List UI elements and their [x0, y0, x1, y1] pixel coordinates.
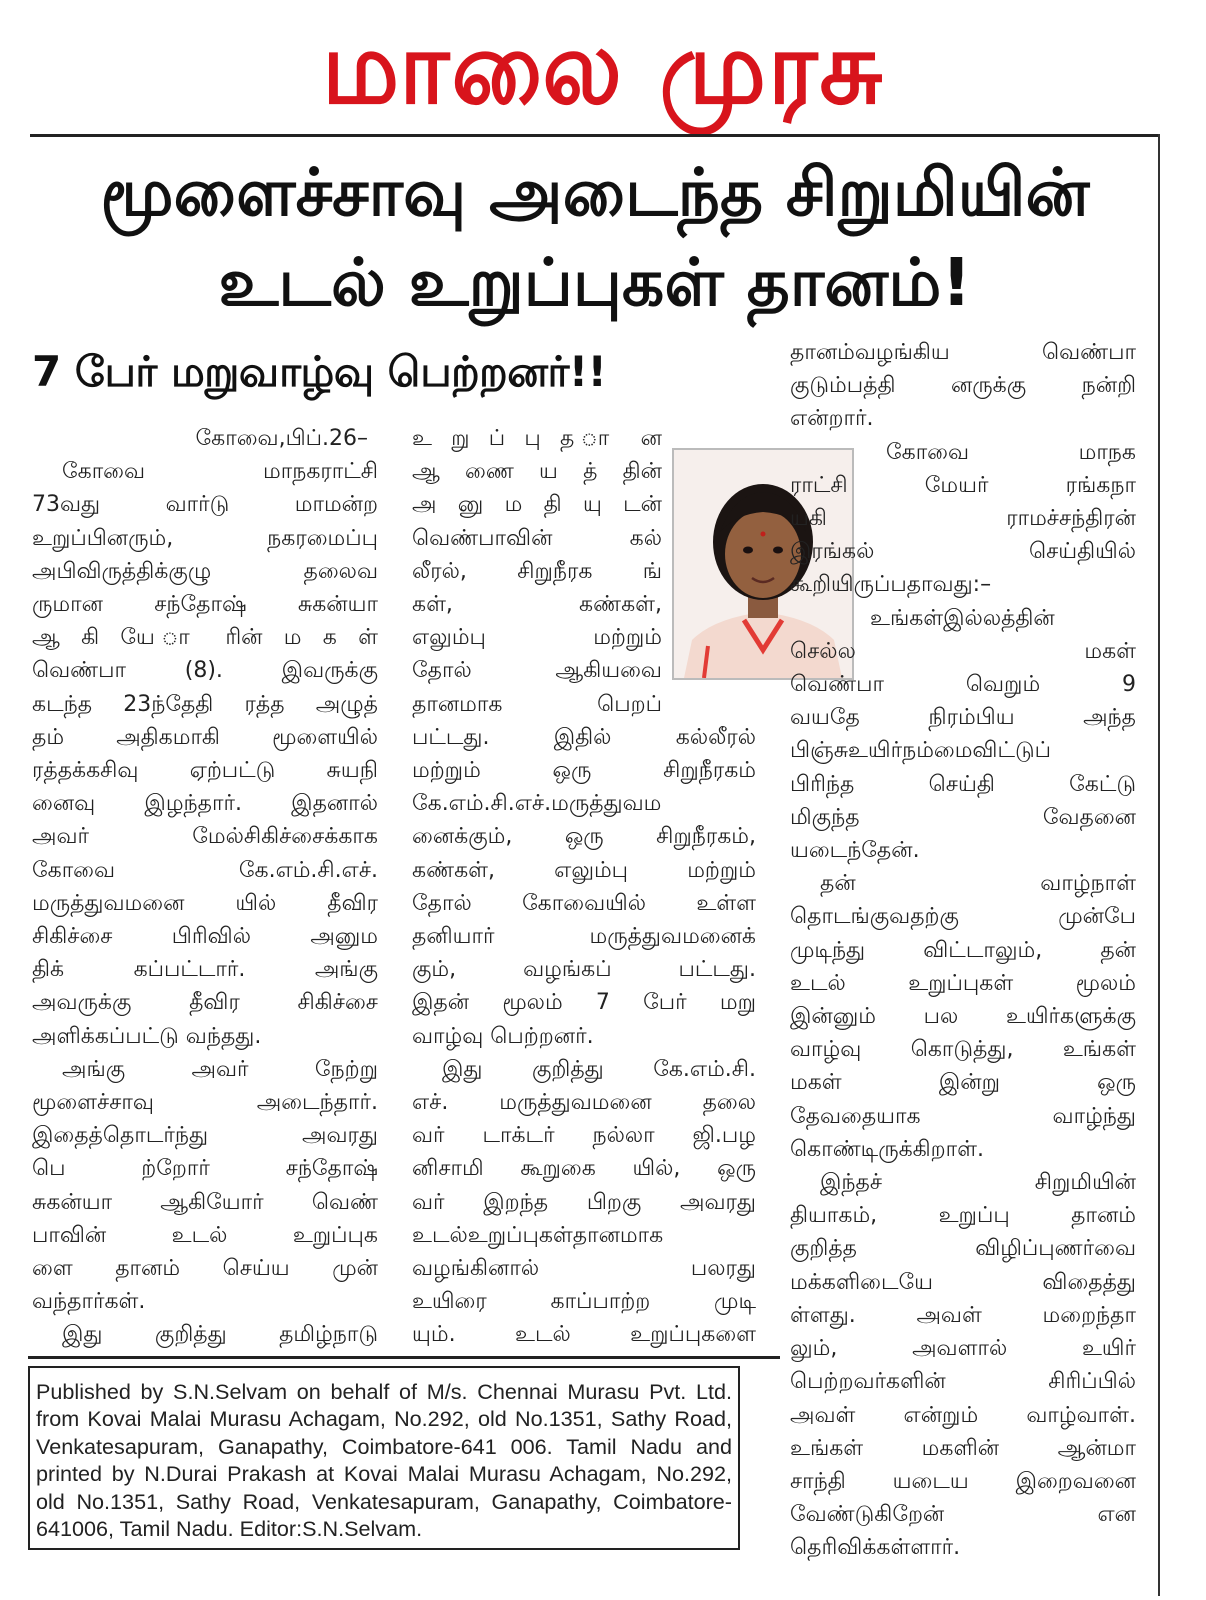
text-line: மக்களிடையே விதைத்து [790, 1269, 1136, 1295]
text-line: வந்தார்கள். [32, 1289, 146, 1315]
column-1-paragraph-1 [32, 455, 378, 1053]
text-line: வர் இறந்த பிறகு அவரது [412, 1189, 756, 1215]
dateline: கோவை,பிப்.26– [195, 426, 368, 451]
text-line: அங்கு அவர் நேற்று [62, 1056, 378, 1082]
text-line: தோல் ஆகியவை [412, 658, 662, 684]
masthead [0, 9, 1206, 132]
text-line: ஆ கி யே ா ரின் ம க ள் [32, 625, 379, 651]
text-line: லும், அவளால் உயிர் [790, 1336, 1136, 1362]
text-line: கோவை கே.எம்.சி.எச். [32, 857, 378, 883]
column-1-paragraph-3 [32, 1318, 378, 1351]
text-line: தியாகம், உறுப்பு தானம் [790, 1203, 1136, 1229]
text-line: னைவு இழந்தார். இதனால் [32, 791, 378, 817]
text-line: இதைத்தொடர்ந்து அவரது [32, 1123, 378, 1149]
text-line: லீரல், சிறுநீரக ங் [412, 558, 662, 584]
text-line: தொடங்குவதற்கு முன்பே [790, 904, 1136, 930]
text-line: இரங்கல் செய்தியில் [790, 539, 1136, 565]
text-line: ள்ளது. அவள் மறைந்தா [790, 1302, 1136, 1328]
text-line: உங்கள்இல்லத்தின் [870, 605, 1055, 631]
text-line: யகி ராமச்சந்திரன் [790, 506, 1136, 532]
text-line: இன்னும் பல உயிர்களுக்கு [790, 1004, 1136, 1030]
text-line: மருத்துவமனை யில் தீவிர [32, 890, 378, 916]
text-line: வெண்பா (8). இவருக்கு [32, 658, 378, 684]
text-line: கும், வழங்கப் பட்டது. [412, 957, 756, 983]
text-line: இதன் மூலம் 7 பேர் மறு [412, 990, 756, 1016]
text-line: னிசாமி கூறுகை யில், ஒரு [412, 1156, 756, 1182]
text-line: ரத்தக்கசிவு ஏற்பட்டு சுயநி [32, 758, 378, 784]
text-line: உ று ப் பு த ா ன [412, 426, 662, 451]
text-line: ருமான சந்தோஷ் சுகன்யா [32, 592, 378, 618]
text-line: சாந்தி யடைய இறைவனை [790, 1468, 1136, 1494]
text-line: யும். உடல் உறுப்புகளை [412, 1322, 756, 1348]
text-line: தோல் கோவையில் உள்ள [412, 890, 756, 916]
text-line: அ னு ம தி யு டன் [412, 492, 662, 518]
text-line: உறுப்பினரும், நகரமைப்பு [32, 525, 378, 551]
text-line: எலும்பு மற்றும் [412, 625, 662, 651]
text-line: பெ ற்றோர் சந்தோஷ் [32, 1156, 378, 1182]
text-line: குடும்பத்தி னருக்கு நன்றி [790, 373, 1136, 399]
column-2-paragraph-1 [412, 721, 756, 1053]
column-2-paragraph-2 [412, 1053, 756, 1352]
text-line: பெற்றவர்களின் சிரிப்பில் [790, 1369, 1136, 1395]
text-line: வெண்பாவின் கல் [412, 525, 662, 551]
text-line: ளை தானம் செய்ய முன் [32, 1256, 378, 1282]
headline-line-2: உடல் உறுப்புகள் தானம்! [218, 244, 972, 321]
text-line: அவருக்கு தீவிர சிகிச்சை [32, 990, 378, 1016]
column-3-paragraph-2 [790, 701, 1136, 867]
text-line: தானமாக பெறப் [412, 691, 662, 717]
text-line: மகள் இன்று ஒரு [790, 1070, 1136, 1096]
text-line: கொண்டிருக்கிறாள். [790, 1136, 984, 1162]
text-line: இது குறித்து கே.எம்.சி. [442, 1056, 756, 1082]
text-line: கடந்த 23ந்தேதி ரத்த அழுத் [32, 691, 378, 717]
subheadline: 7 பேர் மறுவாழ்வு பெற்றனர்!! [32, 347, 607, 396]
right-column-rule [1158, 134, 1160, 1596]
text-line: மூளைச்சாவு அடைந்தார். [32, 1090, 378, 1116]
text-line: அவர் மேல்சிகிச்சைக்காக [32, 824, 378, 850]
text-line: கோவை மாநகராட்சி [62, 459, 378, 485]
text-line: வெண்பா வெறும் 9 [790, 672, 1136, 698]
text-line: முடிந்து விட்டாலும், தன் [790, 937, 1136, 963]
text-line: சுகன்யா ஆகியோர் வெண் [32, 1189, 378, 1215]
text-line: ஆ ணை ய த் தின் [412, 459, 662, 485]
text-line: ராட்சி மேயர் ரங்கநா [790, 472, 1136, 498]
text-line: பாவின் உடல் உறுப்புக [32, 1222, 378, 1248]
text-line: என்றார். [790, 406, 874, 432]
headline-line-1: மூளைச்சாவு அடைந்த சிறுமியின் [100, 154, 1090, 231]
column-3-paragraph-3 [790, 867, 1136, 1166]
text-line: தனியார் மருத்துவமனைக் [412, 924, 756, 950]
text-line: அவள் என்றும் வாழ்வாள். [790, 1402, 1136, 1428]
imprint-text: Published by S.N.Selvam on behalf of M/s. Chennai Murasu Pvt. Ltd. from Kovai Malai Murasu Achagam, No.292, old No.1351, Sathy Road, Venkatesapuram, Ganapathy, Coimbatore-641 006. Tamil Nadu and printed by N.Durai Prakash at Kovai Malai Murasu Achagam, No.292, old No.1351, Sathy Road, Venkatesapuram, Ganapathy, Coimbatore-641006, Tamil Nadu. Editor:S.N.Selvam. [36, 1379, 732, 1542]
column-3-paragraph-0 [790, 336, 1136, 436]
text-line: தெரிவிக்கள்ளார். [790, 1535, 961, 1561]
headline [32, 148, 1158, 328]
text-line: கண்கள், எலும்பு மற்றும் [412, 857, 756, 883]
text-line: வர் டாக்டர் நல்லா ஜி.பழ [412, 1123, 756, 1149]
article-column-1 [32, 422, 378, 1352]
text-line: தேவதையாக வாழ்ந்து [790, 1103, 1136, 1129]
column-1-paragraph-2 [32, 1053, 378, 1319]
top-rule [30, 134, 1160, 137]
text-line: வாழ்வு கொடுத்து, உங்கள் [790, 1037, 1136, 1063]
text-line: கே.எம்.சி.எச்.மருத்துவம [412, 791, 662, 817]
imprint-box [28, 1366, 740, 1550]
text-line: அளிக்கப்பட்டு வந்தது. [32, 1023, 262, 1049]
text-line: னைக்கும், ஒரு சிறுநீரகம், [412, 824, 756, 850]
column-3-paragraph-1 [790, 436, 1136, 702]
column-3-paragraph-4 [790, 1166, 1136, 1564]
text-line: தம் அதிகமாகி மூளையில் [32, 724, 378, 750]
text-line: இது குறித்து தமிழ்நாடு [62, 1322, 378, 1348]
text-line: உடல் உறுப்புகள் மூலம் [790, 970, 1136, 996]
text-line: வாழ்வு பெற்றனர். [412, 1023, 594, 1049]
text-line: கள், கண்கள், [412, 592, 662, 618]
text-line: தானம்வழங்கிய வெண்பா [790, 340, 1136, 365]
text-line: சிகிச்சை பிரிவில் அனும [32, 924, 378, 950]
text-line: மிகுந்த வேதனை [790, 804, 1136, 830]
text-line: அபிவிருத்திக்குழு தலைவ [32, 558, 378, 584]
text-line: கூறியிருப்பதாவது:– [790, 572, 992, 598]
text-line: இந்தச் சிறுமியின் [820, 1170, 1136, 1196]
column-2-narrow-lines [412, 422, 662, 721]
text-line: கோவை மாநக [886, 439, 1136, 465]
text-line: எச். மருத்துவமனை தலை [412, 1090, 756, 1116]
text-line: வழங்கினால் பலரது [412, 1256, 756, 1282]
text-line: உங்கள் மகளின் ஆன்மா [790, 1435, 1136, 1461]
text-line: 73வது வார்டு மாமன்ற [32, 492, 378, 518]
text-line: பிரிந்த செய்தி கேட்டு [790, 771, 1136, 797]
text-line: யடைந்தேன். [790, 838, 920, 864]
text-line: செல்ல மகள் [790, 638, 1136, 664]
text-line: பட்டது. இதில் கல்லீரல் [412, 724, 756, 750]
text-line: பிஞ்சுஉயிர்நம்மைவிட்டுப் [790, 738, 1051, 764]
text-line: திக் கப்பட்டார். அங்கு [32, 957, 378, 983]
text-line: வேண்டுகிறேன் என [790, 1502, 1136, 1528]
imprint-rule [28, 1356, 780, 1359]
text-line: உயிரை காப்பாற்ற முடி [412, 1289, 756, 1315]
article-column-3 [790, 336, 1136, 1565]
text-line: தன் வாழ்நாள் [820, 871, 1136, 897]
text-line: குறித்த விழிப்புணர்வை [790, 1236, 1136, 1262]
text-line: வயதே நிரம்பிய அந்த [790, 705, 1136, 731]
text-line: உடல்உறுப்புகள்தானமாக [412, 1222, 664, 1248]
text-line: மற்றும் ஒரு சிறுநீரகம் [412, 758, 756, 784]
masthead-title: மாலை முரசு [321, 9, 885, 127]
